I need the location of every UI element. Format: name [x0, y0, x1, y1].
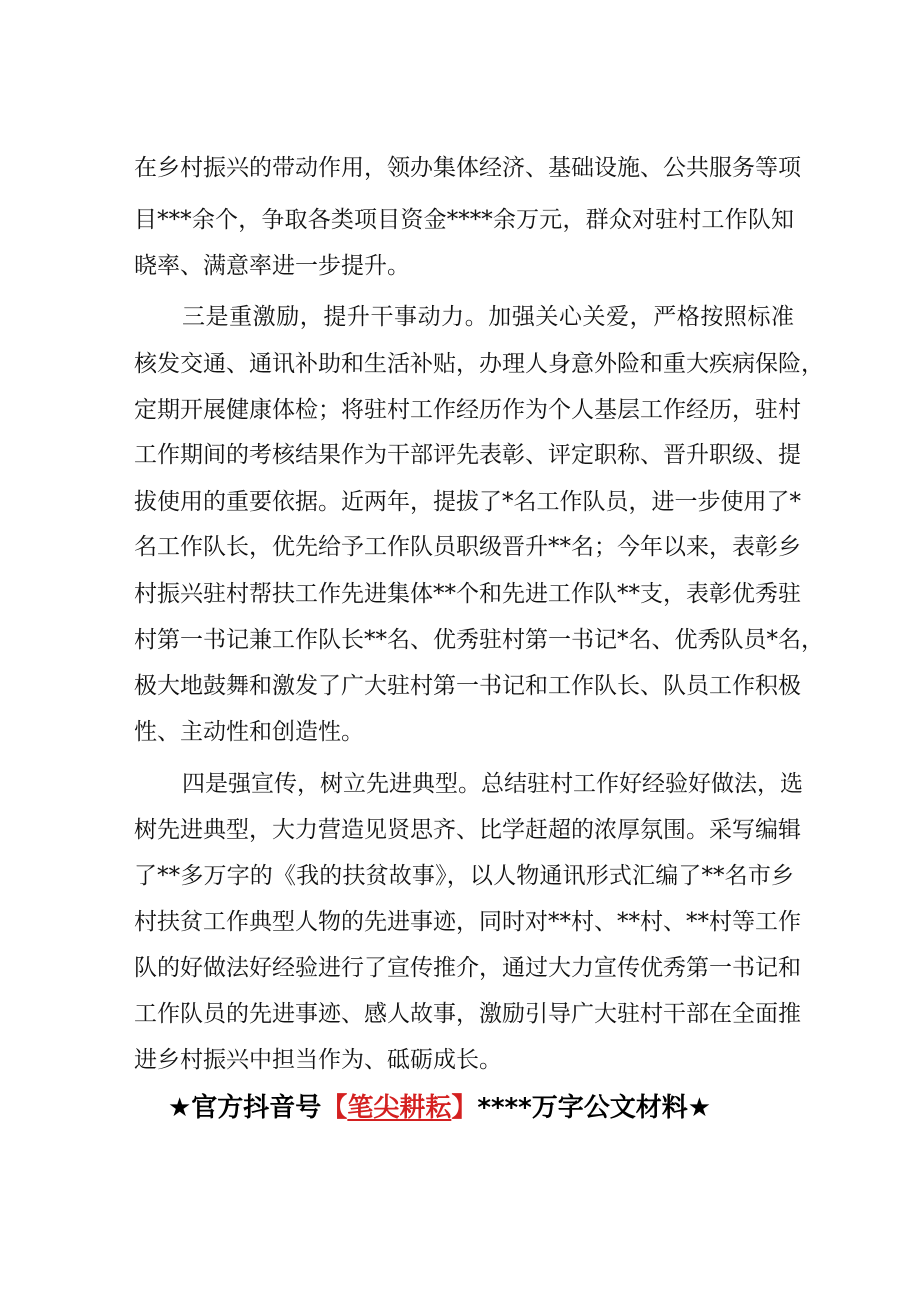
paragraph-2-line-7: 村振兴驻村帮扶工作先进集体**个和先进工作队**支，表彰优秀驻 [134, 581, 801, 607]
paragraph-1-line-3: 晓率、满意率进一步提升。 [134, 253, 410, 279]
paragraph-2-line-10: 性、主动性和创造性。 [134, 719, 364, 745]
paragraph-2-line-5: 拔使用的重要依据。近两年，提拔了*名工作队员，进一步使用了* [134, 489, 801, 515]
promo-close-bracket: 】 [451, 1093, 478, 1123]
paragraph-3-line-7: 进乡村振兴中担当作为、砥砺成长。 [134, 1047, 502, 1073]
paragraph-3-line-3: 了**多万字的《我的扶贫故事》，以人物通讯形式汇编了**名市乡 [134, 863, 794, 889]
paragraph-3-line-2: 树先进典型，大力营造见贤思齐、比学赶超的浓厚氛围。采写编辑 [134, 817, 801, 843]
promo-open-bracket: 【 [321, 1093, 348, 1123]
paragraph-3-line-4: 村扶贫工作典型人物的先进事迹，同时对**村、**村、**村等工作 [134, 909, 801, 935]
paragraph-1-line-2: 目***余个，争取各类项目资金****余万元，群众对驻村工作队知 [134, 207, 794, 233]
paragraph-2-line-6: 名工作队长，优先给予工作队员职级晋升**名；今年以来，表彰乡 [134, 534, 801, 560]
paragraph-3-line-6: 工作队员的先进事迹、感人故事，激励引导广大驻村干部在全面推 [134, 1001, 801, 1027]
promo-handle-bracketed [321, 1093, 477, 1123]
promo-suffix: ****万字公文材料★ [477, 1093, 712, 1123]
paragraph-2-line-3: 定期开展健康体检；将驻村工作经历作为个人基层工作经历，驻村 [134, 397, 801, 423]
paragraph-2-line-1: 三是重激励，提升干事动力。加强关心关爱，严格按照标准 [182, 304, 794, 330]
paragraph-3-line-1: 四是强宣传，树立先进典型。总结驻村工作好经验好做法，选 [182, 771, 803, 797]
promo-prefix: ★官方抖音号 [168, 1093, 322, 1123]
paragraph-2-line-2: 核发交通、通讯补助和生活补贴，办理人身意外险和重大疾病保险， [134, 351, 824, 377]
promo-handle: 笔尖耕耘 [347, 1093, 452, 1123]
promo-footer [168, 1086, 711, 1130]
paragraph-3-line-5: 队的好做法好经验进行了宣传推介，通过大力宣传优秀第一书记和 [134, 955, 801, 981]
paragraph-2-line-4: 工作期间的考核结果作为干部评先表彰、评定职称、晋升职级、提 [134, 442, 801, 468]
paragraph-1-line-1: 在乡村振兴的带动作用，领办集体经济、基础设施、公共服务等项 [134, 155, 801, 181]
paragraph-2-line-9: 极大地鼓舞和激发了广大驻村第一书记和工作队长、队员工作积极 [134, 673, 801, 699]
paragraph-2-line-8: 村第一书记兼工作队长**名、优秀驻村第一书记*名、优秀队员*名， [134, 627, 824, 653]
